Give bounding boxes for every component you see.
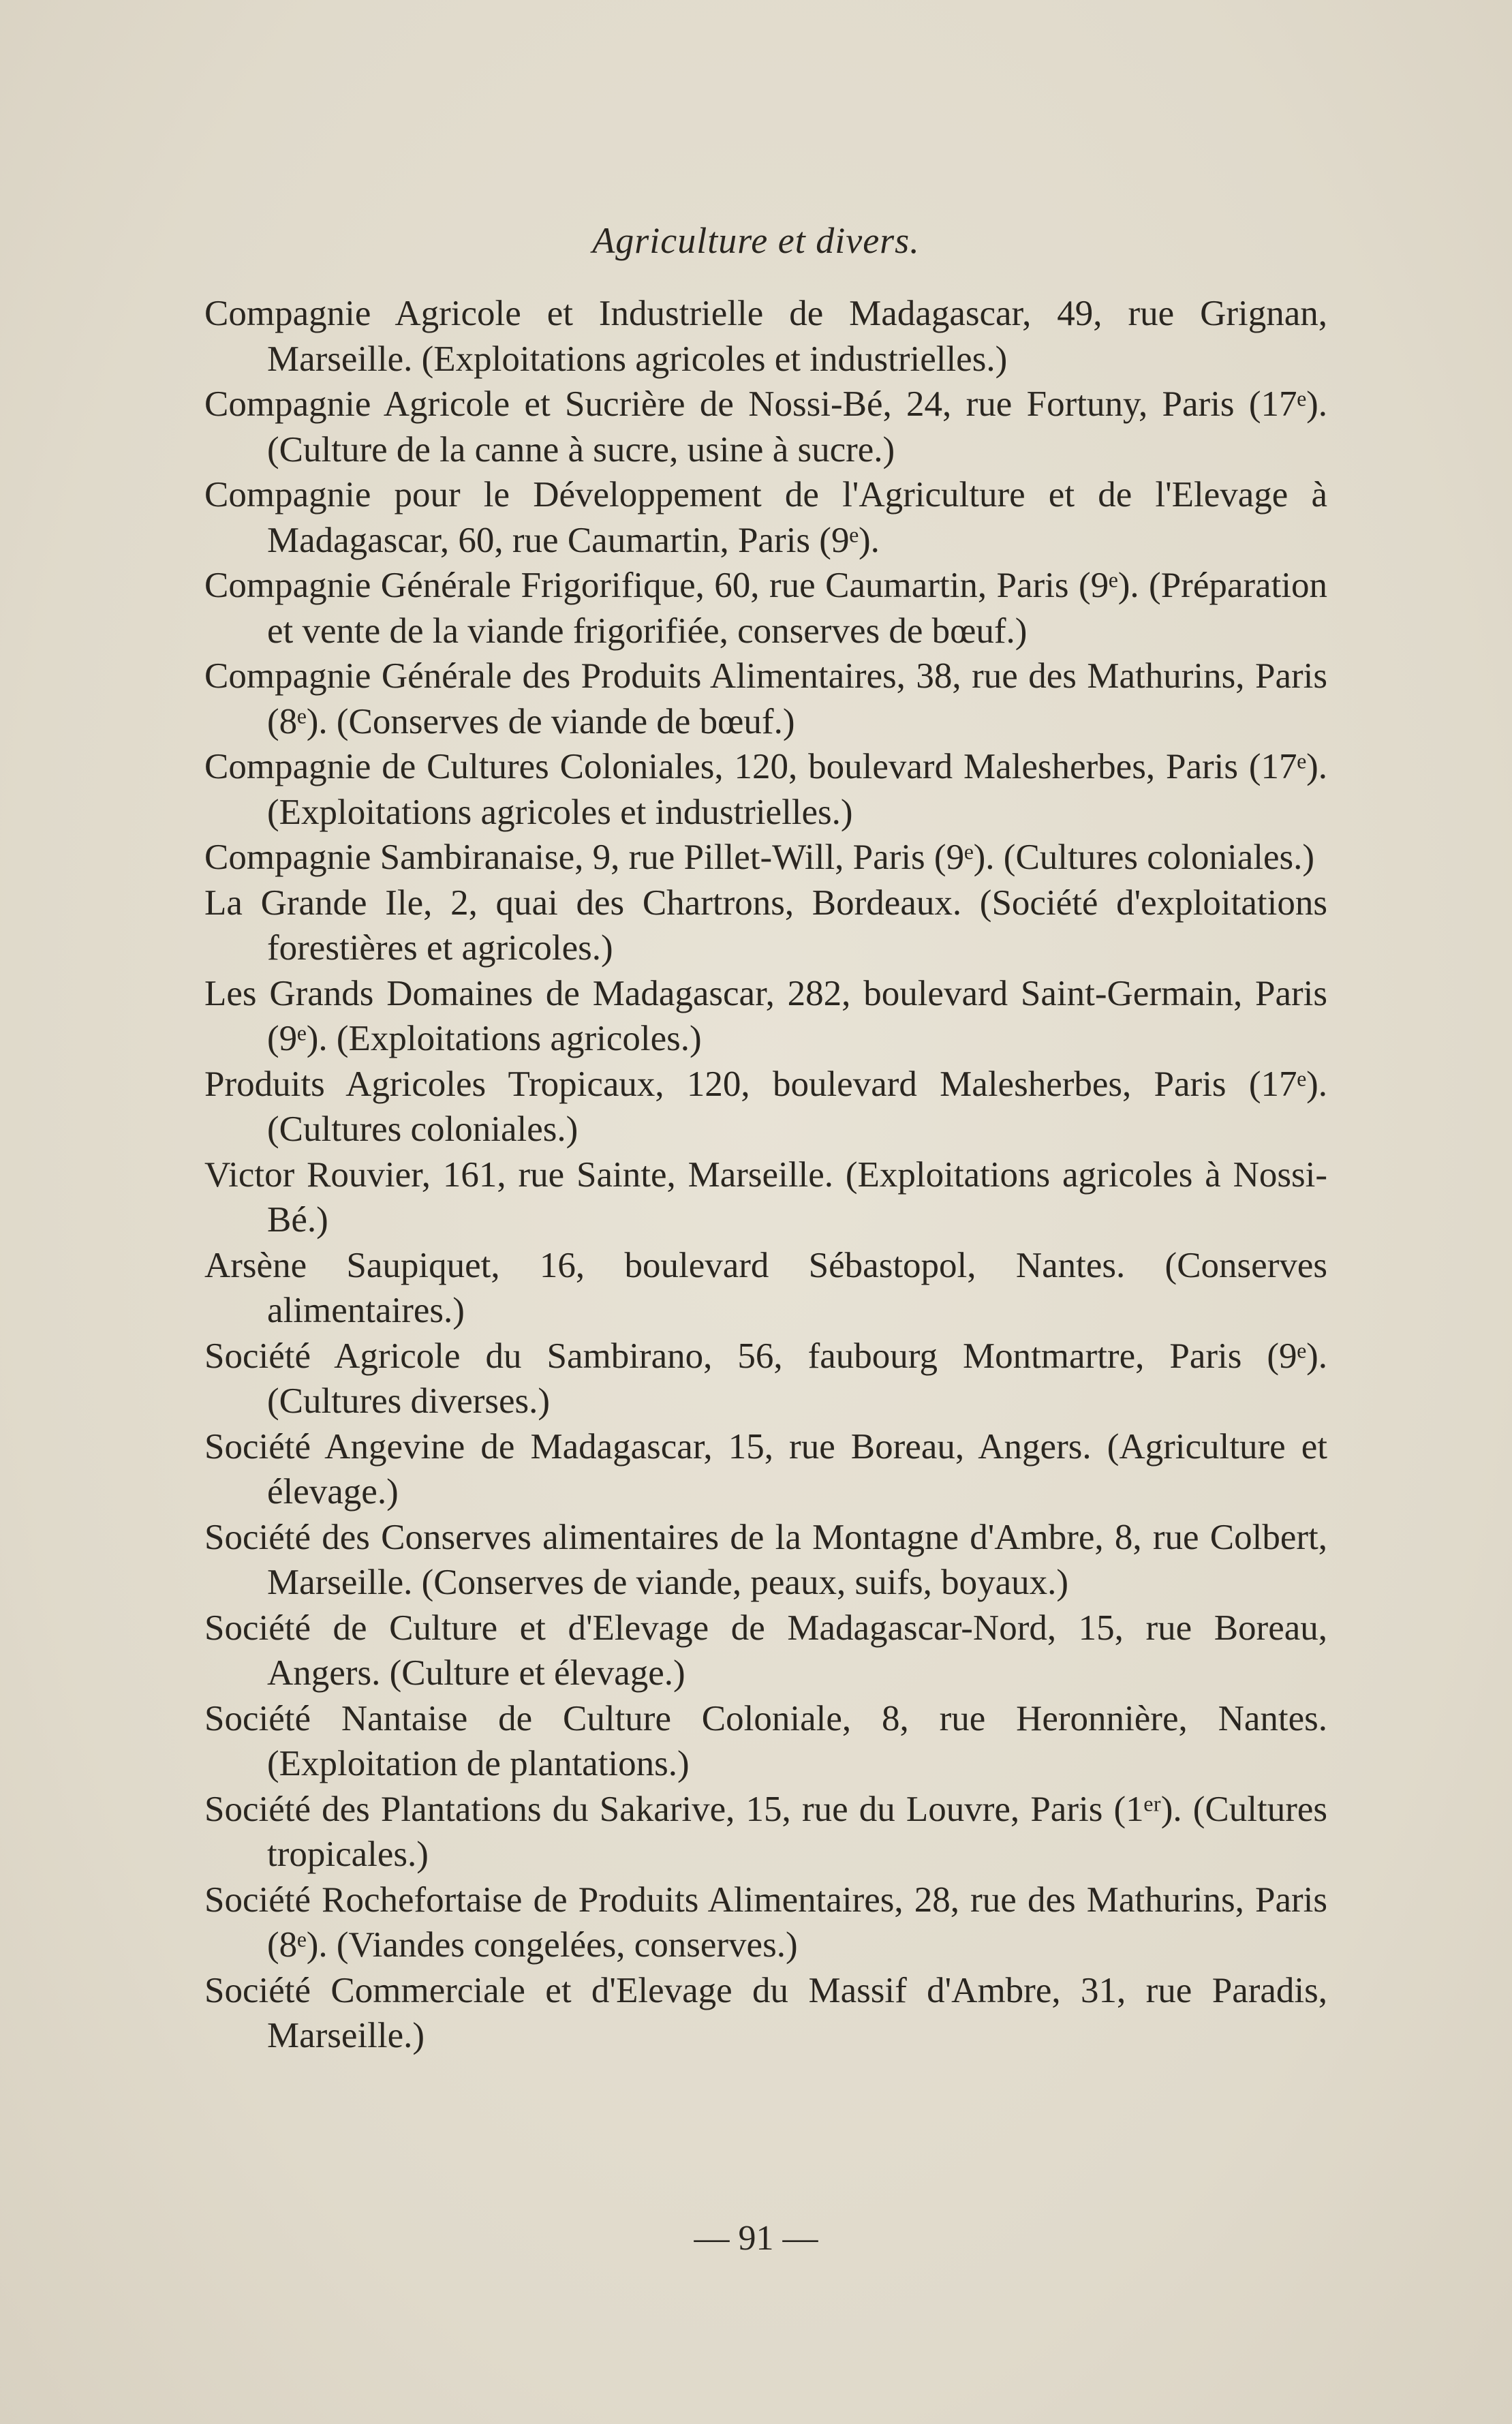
directory-entry: Produits Agricoles Tropicaux, 120, boulevard Malesherbes, Paris (17ᵉ). (Cultures coloniales.) xyxy=(204,1064,1327,1149)
directory-entry: Compagnie Agricole et Industrielle de Madagascar, 49, rue Grignan, Marseille. (Exploitations agricoles et industrielles.) xyxy=(204,294,1327,379)
directory-entry: La Grande Ile, 2, quai des Chartrons, Bordeaux. (Société d'exploitations forestières et agricoles.) xyxy=(204,883,1327,968)
directory-entry: Compagnie de Cultures Coloniales, 120, boulevard Malesherbes, Paris (17ᵉ). (Exploitations agricoles et industrielles.) xyxy=(204,747,1327,832)
directory-entry: Compagnie pour le Développement de l'Agriculture et de l'Elevage à Madagascar, 60, rue Caumartin, Paris (9ᵉ). xyxy=(204,475,1327,560)
directory-entry: Société Rochefortaise de Produits Alimentaires, 28, rue des Mathurins, Paris (8ᵉ). (Viandes congelées, conserves.) xyxy=(204,1880,1327,1965)
directory-entry: Société de Culture et d'Elevage de Madagascar-Nord, 15, rue Boreau, Angers. (Culture et élevage.) xyxy=(204,1608,1327,1693)
directory-entry: Compagnie Générale des Produits Alimentaires, 38, rue des Mathurins, Paris (8ᵉ). (Conserves de viande de bœuf.) xyxy=(204,656,1327,741)
directory-entry: Victor Rouvier, 161, rue Sainte, Marseille. (Exploitations agricoles à Nossi-Bé.) xyxy=(204,1154,1327,1240)
directory-entry: Société Agricole du Sambirano, 56, faubourg Montmartre, Paris (9ᵉ). (Cultures diverses.) xyxy=(204,1336,1327,1421)
directory-entry: Les Grands Domaines de Madagascar, 282, boulevard Saint-Germain, Paris (9ᵉ). (Exploitations agricoles.) xyxy=(204,973,1327,1058)
directory-entry: Société Commerciale et d'Elevage du Massif d'Ambre, 31, rue Paradis, Marseille.) xyxy=(204,1970,1327,2055)
directory-entry: Société Angevine de Madagascar, 15, rue Boreau, Angers. (Agriculture et élevage.) xyxy=(204,1426,1327,1512)
company-directory-list xyxy=(204,291,1327,2059)
directory-entry: Compagnie Générale Frigorifique, 60, rue Caumartin, Paris (9ᵉ). (Préparation et vente de la viande frigorifiée, conserves de bœuf.) xyxy=(204,566,1327,651)
directory-entry: Société des Conserves alimentaires de la Montagne d'Ambre, 8, rue Colbert, Marseille. (Conserves de viande, peaux, suifs, boyaux.) xyxy=(204,1517,1327,1602)
directory-entry: Compagnie Sambiranaise, 9, rue Pillet-Will, Paris (9ᵉ). (Cultures coloniales.) xyxy=(204,838,1315,877)
running-head: Agriculture et divers. xyxy=(592,220,920,261)
directory-entry: Société des Plantations du Sakarive, 15, rue du Louvre, Paris (1ᵉʳ). (Cultures tropicales.) xyxy=(204,1789,1327,1874)
page-number: — 91 — xyxy=(694,2219,818,2258)
directory-entry: Arsène Saupiquet, 16, boulevard Sébastopol, Nantes. (Conserves alimentaires.) xyxy=(204,1245,1327,1330)
directory-entry: Compagnie Agricole et Sucrière de Nossi-Bé, 24, rue Fortuny, Paris (17ᵉ). (Culture de la canne à sucre, usine à sucre.) xyxy=(204,384,1327,470)
directory-entry: Société Nantaise de Culture Coloniale, 8, rue Heronnière, Nantes. (Exploitation de plantations.) xyxy=(204,1698,1327,1783)
